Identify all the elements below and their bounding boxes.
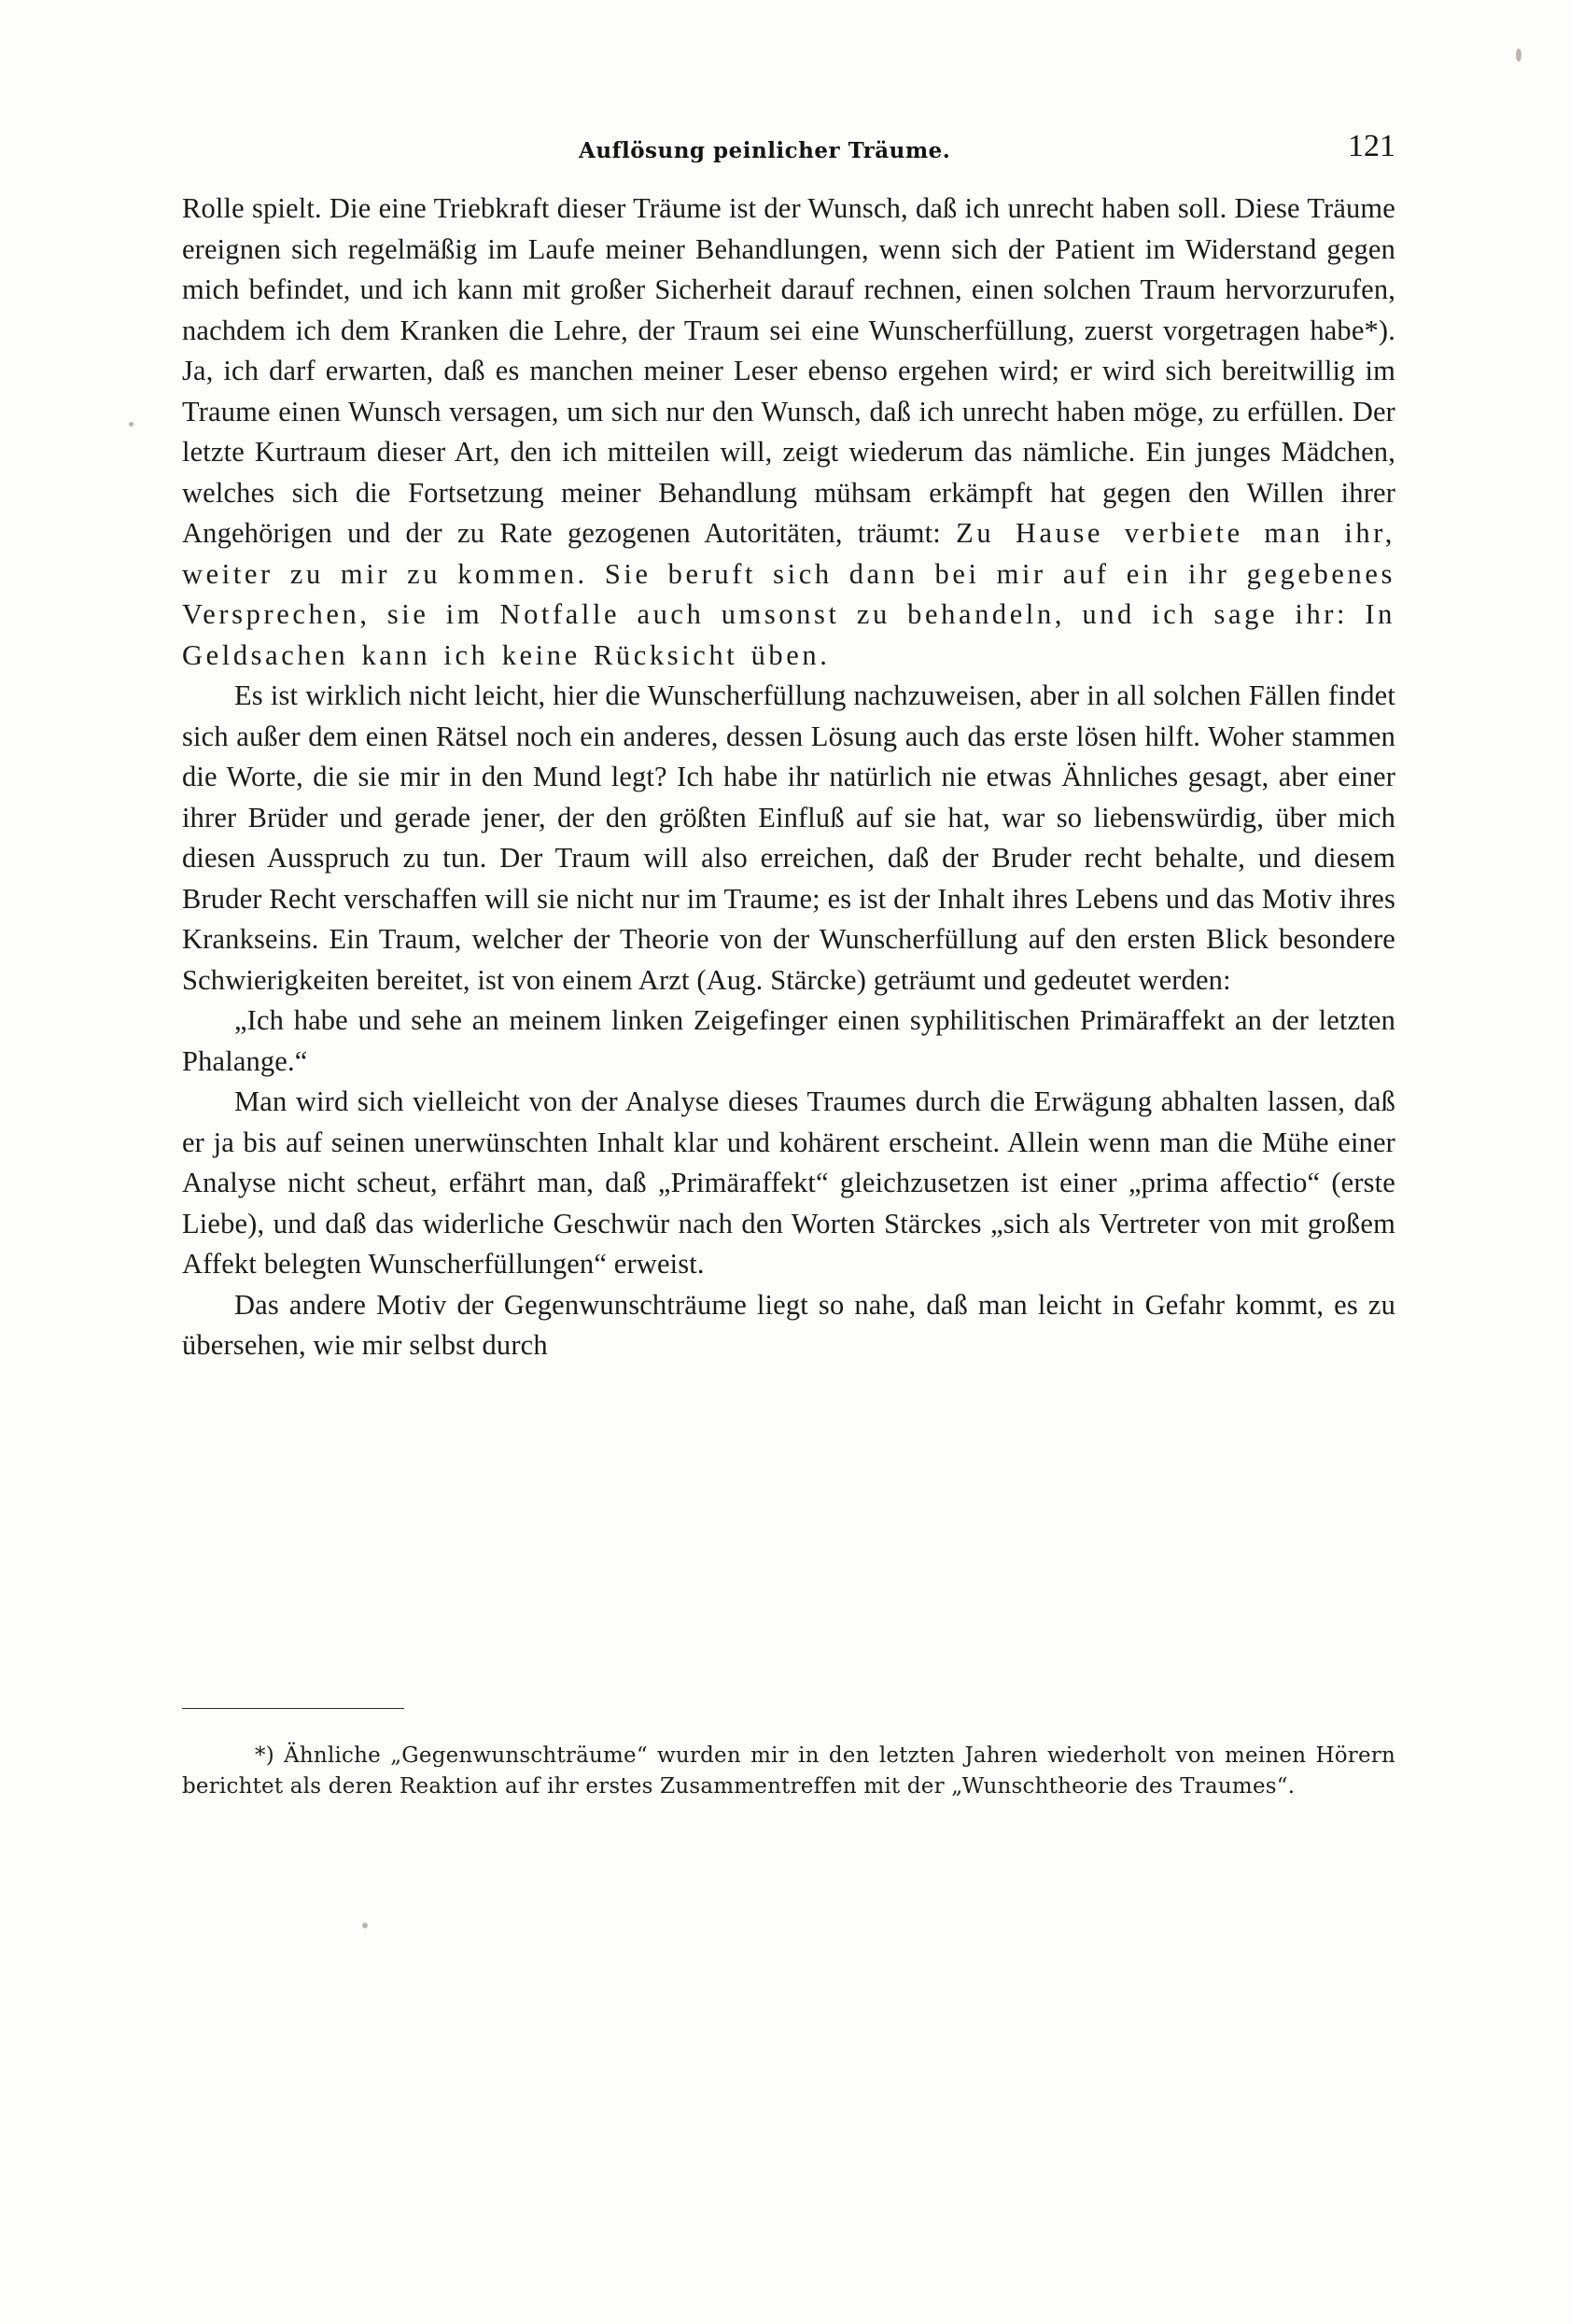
running-title: Auflösung peinlicher Träume. xyxy=(579,138,951,163)
paragraph-2: Es ist wirklich nicht leicht, hier die Wunscherfüllung nachzuweisen, aber in all solchen Fällen findet sich außer dem einen Rätsel noch ein anderes, dessen Lösung auch das erste lösen hilft. Woher stammen die Worte, die sie mir in den Mund legt? Ich habe ihr natürlich nie etwas Ähnliches gesagt, aber einer ihrer Brüder und gerade jener, der den größten Einfluß auf sie hat, war so liebenswürdig, über mich diesen Ausspruch zu tun. Der Traum will also erreichen, daß der Bruder recht behalte, und diesem Bruder Recht verschaffen will sie nicht nur im Traume; es ist der Inhalt ihres Lebens und das Motiv ihres Krankseins. Ein Traum, welcher der Theorie von der Wunscherfüllung auf den ersten Blick besondere Schwierigkeiten bereitet, ist von einem Arzt (Aug. Stärcke) geträumt und gedeutet werden: xyxy=(182,679,1395,996)
paper-speck xyxy=(129,422,133,427)
page-number: 121 xyxy=(1348,129,1395,163)
paragraph-5: Das andere Motiv der Gegenwunschträume liegt so nahe, daß man leicht in Gefahr kommt, es zu übersehen, wie mir selbst durch xyxy=(182,1288,1395,1361)
paragraph-1-emphasis: Zu Hause verbiete man ihr, weiter zu mir zu kommen. Sie beruft sich dann bei mir auf ein ihr gegebenes Versprechen, sie im Notfalle auch umsonst zu behandeln, und ich sage ihr: In Geldsachen kann ich keine Rücksicht üben. xyxy=(182,517,1395,671)
footnote xyxy=(182,1741,1395,1802)
body-text xyxy=(182,189,1395,1366)
page-header xyxy=(182,121,1395,177)
paragraph-4: Man wird sich vielleicht von der Analyse dieses Traumes durch die Erwägung abhalten lassen, daß er ja bis auf seinen unerwünschten Inhalt klar und kohärent erscheint. Allein wenn man die Mühe einer Analyse nicht scheut, erfährt man, daß „Primäraffekt“ gleichzusetzen ist einer „prima affectio“ (erste Liebe), und daß das widerliche Geschwür nach den Worten Stärckes „sich als Vertreter von mit großem Affekt belegten Wunscherfüllungen“ erweist. xyxy=(182,1085,1395,1280)
paragraph-1 xyxy=(182,189,1395,676)
footnote-text: Ähnliche „Gegenwunschträume“ wurden mir in den letzten Jahren wiederholt von meinen Hörern berichtet als deren Reaktion auf ihr erstes Zusammentreffen mit der „Wunschtheorie des Traumes“. xyxy=(182,1743,1395,1799)
paragraph-3-dream-quote: „Ich habe und sehe an meinem linken Zeigefinger einen syphilitischen Primäraffekt an der letzten Phalange.“ xyxy=(182,1004,1395,1077)
page-content xyxy=(182,121,1395,1799)
paper-speck xyxy=(1516,49,1521,62)
footnote-marker: *) xyxy=(255,1743,274,1768)
paper-speck xyxy=(362,1923,368,1928)
paragraph-1-text: Rolle spielt. Die eine Triebkraft dieser Träume ist der Wunsch, daß ich unrecht haben soll. Diese Träume ereignen sich regelmäßig im Laufe meiner Behandlungen, wenn sich der Patient im Widerstand gegen mich befindet, und ich kann mit großer Sicherheit darauf rechnen, einen solchen Traum hervorzurufen, nachdem ich dem Kranken die Lehre, der Traum sei eine Wunscherfüllung, zuerst vorgetragen habe*). Ja, ich darf erwarten, daß es manchen meiner Leser ebenso ergehen wird; er wird sich bereitwillig im Traume einen Wunsch versagen, um sich nur den Wunsch, daß ich unrecht haben möge, zu erfüllen. Der letzte Kurtraum dieser Art, den ich mitteilen will, zeigt wiederum das nämliche. Ein junges Mädchen, welches sich die Fortsetzung meiner Behandlung mühsam erkämpft hat gegen den Willen ihrer Angehörigen und der zu Rate gezogenen Autoritäten, träumt: xyxy=(182,192,1395,549)
footnote-separator xyxy=(182,1708,404,1709)
